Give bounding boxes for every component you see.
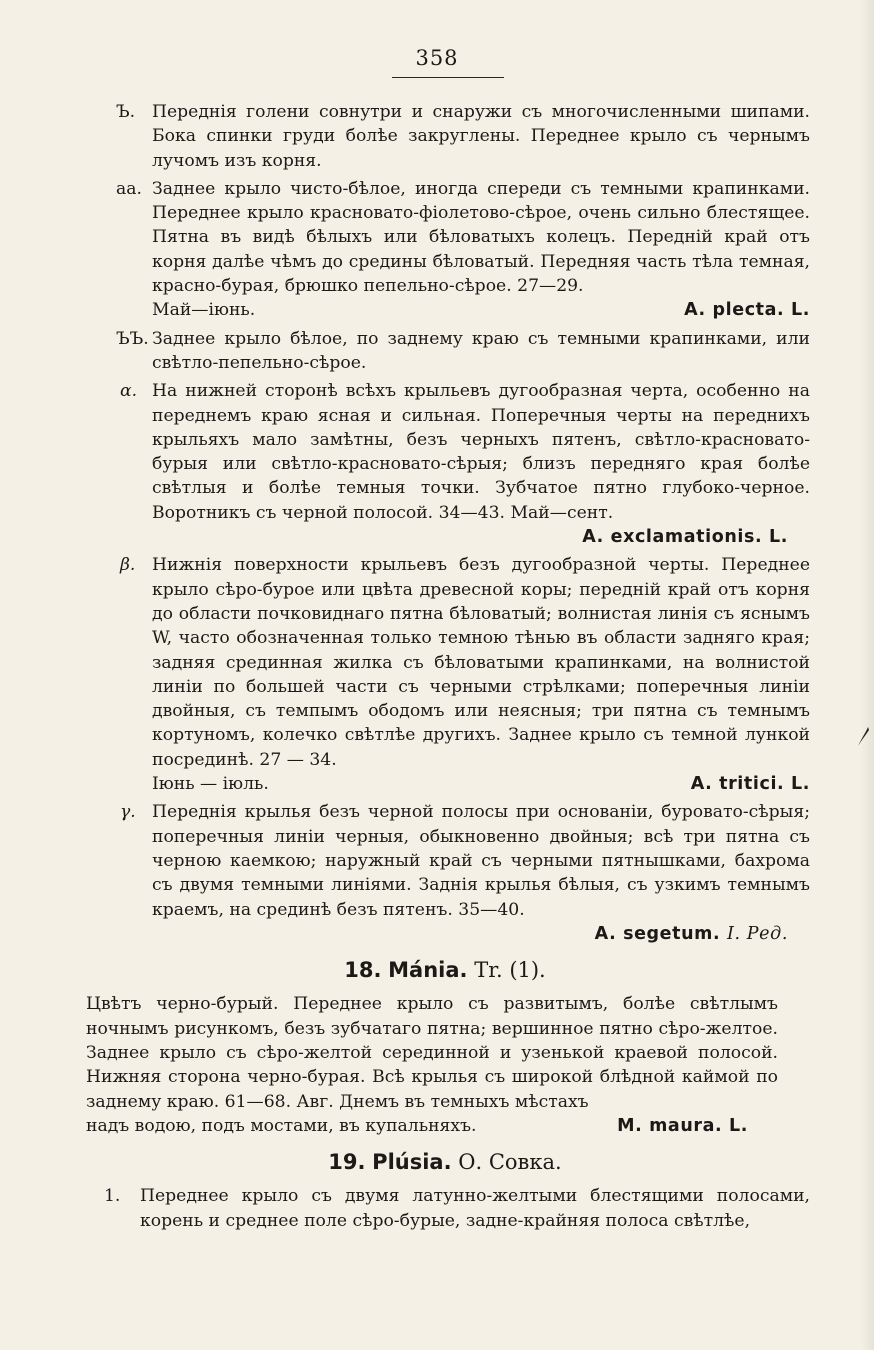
genus-author: Tr. [474,958,503,983]
entry-text: Нижнія поверхности крыльевъ безъ дугообразной черты. Переднее крыло сѣро-бурое или цвѣта древесной коры; передній край отъ корня до области почковиднаго пятна бѣловатый; волнистая линія съ яснымъ W, часто обозначенная только темною тѣнью въ области задняго края; задняя срединная жилка съ бѣловатыми крапинками, на волнистой линіи по большей части съ черными стрѣлками; поперечныя линіи двойныя, съ темпымъ ободомъ или неясныя; три пятна съ темнымъ кортуномъ, колечко свѣтлѣе другихъ. Заднее крыло съ темной лункой посрединѣ. 27 — 34. [152,555,810,770]
entry-tail-line [152,298,810,322]
entry-text: Заднее крыло бѣлое, по заднему краю съ темными крапинками, или свѣтло-пепельно-сѣрое. [152,328,810,373]
entry-text: Заднее крыло чисто-бѣлое, иногда спереди съ темными крапинками. Переднее крыло красновато-фіолетово-сѣрое, очень сильно блестящее. Пятна въ видѣ бѣлыхъ или бѣловатыхъ колецъ. Передній край отъ корня далѣе чѣмъ до средины бѣловатый. Передняя часть тѣла темная, красно-бурая, брюшко пепельно-сѣрое. 27—29. [152,178,810,297]
species-name [617,1114,748,1138]
genus-common-name: Совка. [488,1150,562,1175]
entry-tail: Май—іюнь. [152,300,256,321]
species-name [684,298,810,322]
species-author: I. Ред. [726,923,788,944]
species-author: L. [791,774,810,795]
species-author: L. [729,1115,748,1136]
genus-heading-19 [110,1150,810,1174]
entry-marker: α. [120,381,138,402]
page-content [86,100,810,1237]
entry-tail: Іюнь — іюль. [152,774,269,795]
key-entry-bb [110,327,810,376]
genus-count: (1). [509,958,546,983]
genus-name: Plúsia. [372,1150,452,1175]
ink-blot-icon [856,726,870,748]
key-entry-beta [110,553,810,796]
entry-marker: 1. [104,1186,121,1207]
species-binomial: A. exclamationis. [582,527,763,548]
species-binomial: A. segetum. [594,923,721,944]
entry-marker: Ъ. [116,102,136,122]
description-tail-line [86,1114,778,1138]
entry-marker: аа. [116,178,142,199]
key-entry-gamma [110,800,810,946]
page-number: 358 [415,46,459,70]
header-rule [392,77,504,78]
genus-number: 19. [328,1150,366,1175]
species-binomial: A. tritici. [690,774,785,795]
species-binomial: A. plecta. [684,300,785,321]
species-author: L. [791,300,810,321]
key-entry-1 [104,1184,810,1233]
species-name [691,772,810,796]
genus-number: 18. [344,958,382,983]
key-entry-alpha [110,379,810,549]
entry-tail-line [152,772,810,796]
species-binomial: M. maura. [617,1115,723,1136]
species-author: L. [769,527,788,548]
entry-marker: β. [120,555,136,576]
entry-text: Переднія голени совнутри и снаружи съ многочисленными шипами. Бока спинки груди болѣе закруглены. Переднее крыло съ чернымъ лучомъ изъ корня. [152,102,810,171]
description-tail: надъ водою, подъ мостами, въ купальняхъ. [86,1115,477,1136]
key-entry-b [110,100,810,173]
genus-name: Mánia. [388,958,468,983]
entry-marker: γ. [120,802,136,823]
entry-marker: ЪЪ. [116,328,149,349]
genus-description-18 [86,992,778,1138]
page-edge-shadow [860,0,874,1350]
description-text: Цвѣтъ черно-бурый. Переднее крыло съ развитымъ, болѣе свѣтлымъ ночнымъ рисункомъ, безъ зубчатаго пятна; вершинное пятно сѣро-желтое. Заднее крыло съ сѣро-желтой серединной и узенькой краевой полосой. Нижняя сторона черно-бурая. Всѣ крылья съ широкой блѣдной каймой по заднему краю. 61—68. Авг. Днемъ въ темныхъ мѣстахъ [86,994,778,1112]
species-name [152,922,810,946]
key-entry-aa [110,177,810,323]
entry-text: Переднія крылья безъ черной полосы при основаніи, буровато-сѣрыя; поперечныя линіи черныя, обыкновенно двойныя; всѣ три пятна съ черною каемкою; наружный край съ черными пятнышками, бахрома съ двумя темными линіями. Заднія крылья бѣлыя, съ узкимъ темнымъ краемъ, на срединѣ безъ пятенъ. 35—40. [152,802,810,920]
species-name [152,525,810,549]
genus-heading-18 [110,958,810,982]
entry-text: Переднее крыло съ двумя латунно-желтыми блестящими полосами, корень и среднее поле сѣро-бурые, задне-крайняя полоса свѣтлѣе, [140,1186,810,1231]
entry-text: На нижней сторонѣ всѣхъ крыльевъ дугообразная черта, особенно на переднемъ краю ясная и сильная. Поперечныя черты на переднихъ крыльяхъ мало замѣтны, безъ черныхъ пятенъ, свѣтло-красновато-бурыя или свѣтло-красновато-сѣрыя; близъ передняго края болѣе свѣтлыя и болѣе темныя точки. Зубчатое пятно глубоко-черное. Воротникъ съ черной полосой. 34—43. Май—сент. [152,381,810,523]
genus-author: О. [458,1150,483,1175]
